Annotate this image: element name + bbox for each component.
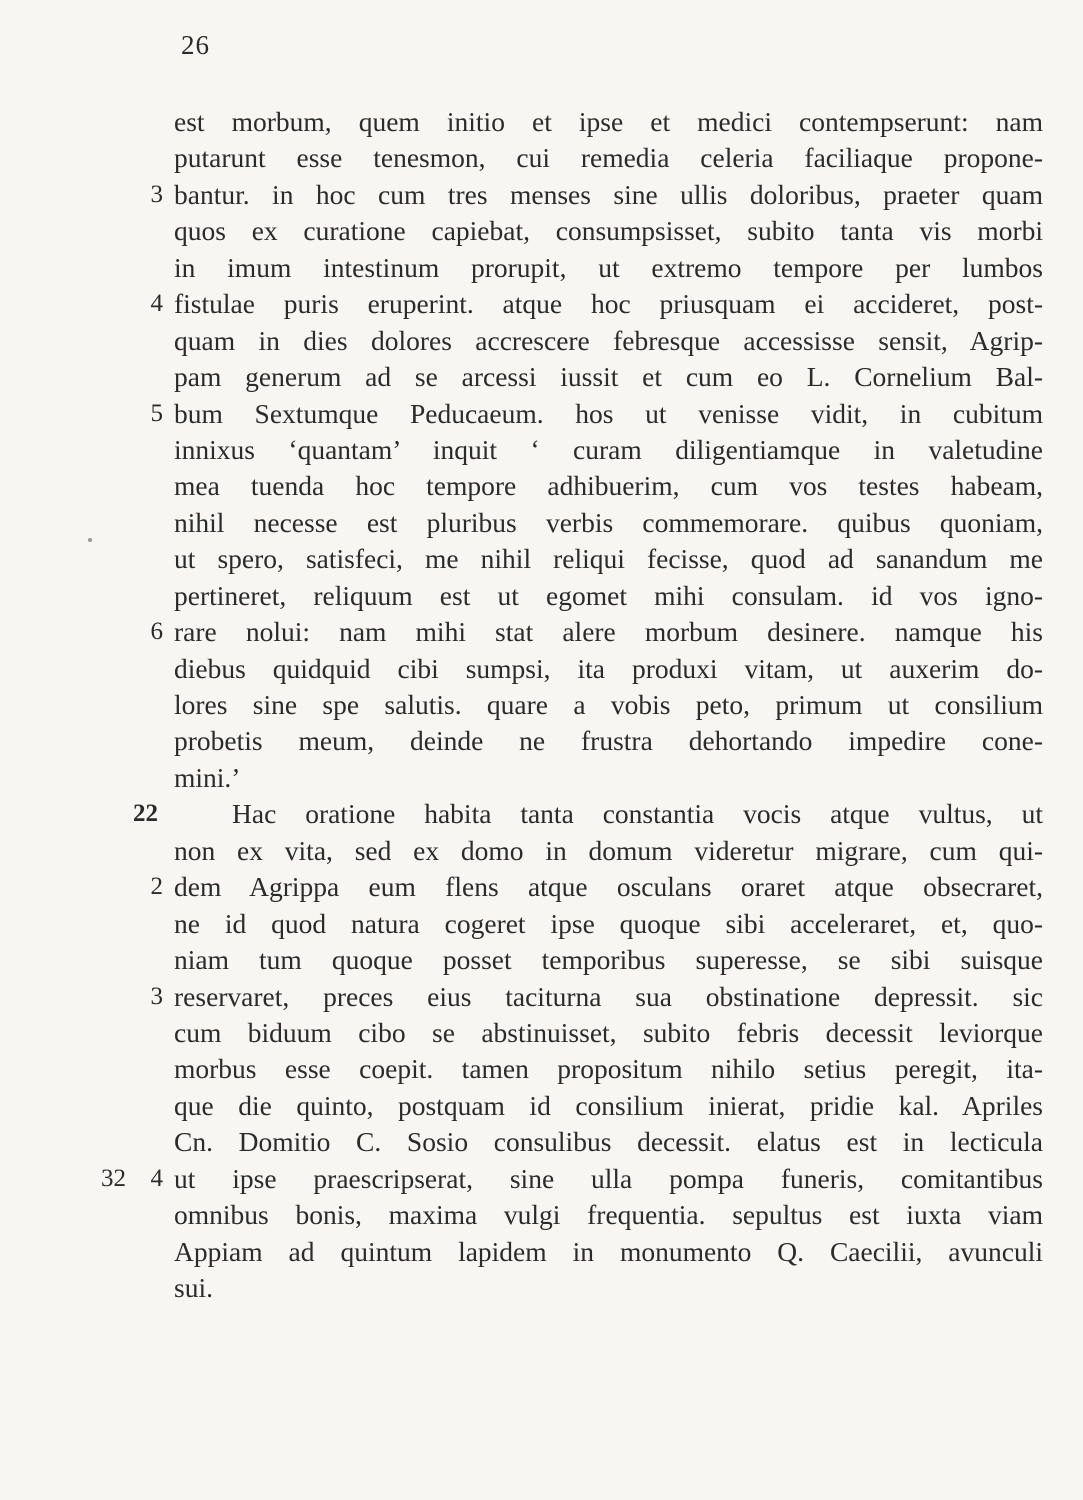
- text-line: [0, 177, 1083, 213]
- line-text: sui.: [174, 1272, 213, 1303]
- line-text: que die quinto, postquam id consilium inierat, pridie kal. Apriles: [174, 1089, 1043, 1121]
- text-line: [0, 687, 1083, 723]
- text-line: [0, 578, 1083, 614]
- line-text: omnibus bonis, maxima vulgi frequentia. sepultus est iuxta viam: [174, 1199, 1043, 1231]
- line-text: ut ipse praescripserat, sine ulla pompa funeris, comitantibus: [174, 1162, 1043, 1194]
- section-number: 2: [150, 873, 163, 901]
- text-line: [0, 432, 1083, 468]
- line-text: putarunt esse tenesmon, cui remedia celeria faciliaque propone-: [174, 142, 1043, 174]
- margin-dot: [88, 538, 92, 542]
- text-line: [0, 942, 1083, 978]
- line-text: innixus ‘quantam’ inquit ‘ curam diligentiamque in valetudine: [174, 433, 1043, 465]
- text-line: [0, 1161, 1083, 1197]
- line-text: mini.’: [174, 761, 241, 793]
- line-text: quam in dies dolores accrescere febresque accessisse sensit, Agrip-: [174, 324, 1043, 356]
- text-line: [0, 833, 1083, 869]
- line-text: rare nolui: nam mihi stat alere morbum desinere. namque his: [174, 616, 1043, 648]
- line-text: bantur. in hoc cum tres menses sine ullis doloribus, praeter quam: [174, 178, 1043, 210]
- line-text: pertineret, reliquum est ut egomet mihi consulam. id vos igno-: [174, 579, 1043, 611]
- text-line: [0, 104, 1083, 140]
- line-text: quos ex curatione capiebat, consumpsisset, subito tanta vis morbi: [174, 215, 1043, 247]
- line-text: nihil necesse est pluribus verbis commemorare. quibus quoniam,: [174, 506, 1043, 538]
- page-reference: 32: [101, 1164, 126, 1192]
- section-number: 4: [150, 290, 163, 318]
- page-number: 26: [181, 30, 210, 60]
- line-text: in imum intestinum prorupit, ut extremo tempore per lumbos: [174, 251, 1043, 283]
- line-text: fistulae puris eruperint. atque hoc priusquam ei accideret, post-: [174, 288, 1043, 320]
- line-text: pam generum ad se arcessi iussit et cum eo L. Cornelium Bal-: [174, 361, 1043, 393]
- text-body: [0, 104, 1083, 1306]
- text-line: [0, 869, 1083, 905]
- text-line: [0, 1088, 1083, 1124]
- line-text: Cn. Domitio C. Sosio consulibus decessit. elatus est in lecticula: [174, 1126, 1043, 1158]
- line-text: probetis meum, deinde ne frustra dehortando impedire cone-: [174, 725, 1043, 757]
- section-number: 3: [150, 982, 163, 1010]
- text-line: [0, 614, 1083, 650]
- line-text: reservaret, preces eius taciturna sua obstinatione depressit. sic: [174, 980, 1043, 1012]
- line-text: mea tuenda hoc tempore adhibuerim, cum vos testes habeam,: [174, 470, 1043, 502]
- text-line: [0, 906, 1083, 942]
- text-line: [0, 979, 1083, 1015]
- text-line: [0, 1197, 1083, 1233]
- text-line: [0, 359, 1083, 395]
- line-text: est morbum, quem initio et ipse et medici contempserunt: nam: [174, 106, 1043, 137]
- text-line: [0, 396, 1083, 432]
- text-line: [0, 323, 1083, 359]
- line-text: ne id quod natura cogeret ipse quoque sibi acceleraret, et, quo-: [174, 907, 1043, 939]
- section-number: 5: [150, 399, 163, 427]
- text-line: [0, 541, 1083, 577]
- line-text: morbus esse coepit. tamen propositum nihilo setius peregit, ita-: [174, 1053, 1043, 1085]
- text-line: [0, 140, 1083, 176]
- section-number: 4: [150, 1164, 163, 1192]
- text-line: [0, 286, 1083, 322]
- text-line: [0, 1234, 1083, 1270]
- text-line: [0, 1015, 1083, 1051]
- chapter-number: 22: [133, 800, 158, 828]
- text-line: [0, 1124, 1083, 1160]
- line-text: Appiam ad quintum lapidem in monumento Q. Caecilii, avunculi: [174, 1235, 1043, 1267]
- text-line: [0, 468, 1083, 504]
- text-line: [0, 723, 1083, 759]
- text-line: [0, 505, 1083, 541]
- text-line: [0, 213, 1083, 249]
- line-text: Hac oratione habita tanta constantia vocis atque vultus, ut: [232, 798, 1043, 830]
- text-line: [0, 796, 1083, 832]
- text-line: [0, 1270, 1083, 1306]
- text-line: [0, 250, 1083, 286]
- line-text: bum Sextumque Peducaeum. hos ut venisse vidit, in cubitum: [174, 397, 1043, 429]
- line-text: lores sine spe salutis. quare a vobis peto, primum ut consilium: [174, 689, 1043, 720]
- line-text: diebus quidquid cibi sumpsi, ita produxi vitam, ut auxerim do-: [174, 652, 1043, 684]
- line-text: niam tum quoque posset temporibus superesse, se sibi suisque: [174, 944, 1043, 976]
- line-text: dem Agrippa eum flens atque osculans oraret atque obsecraret,: [174, 871, 1043, 903]
- text-line: [0, 1051, 1083, 1087]
- line-text: cum biduum cibo se abstinuisset, subito febris decessit leviorque: [174, 1016, 1043, 1048]
- text-line: [0, 760, 1083, 796]
- line-text: ut spero, satisfeci, me nihil reliqui fecisse, quod ad sanandum me: [174, 543, 1043, 575]
- section-number: 3: [150, 180, 163, 208]
- section-number: 6: [150, 618, 163, 646]
- line-text: non ex vita, sed ex domo in domum videretur migrare, cum qui-: [174, 834, 1043, 866]
- text-line: [0, 651, 1083, 687]
